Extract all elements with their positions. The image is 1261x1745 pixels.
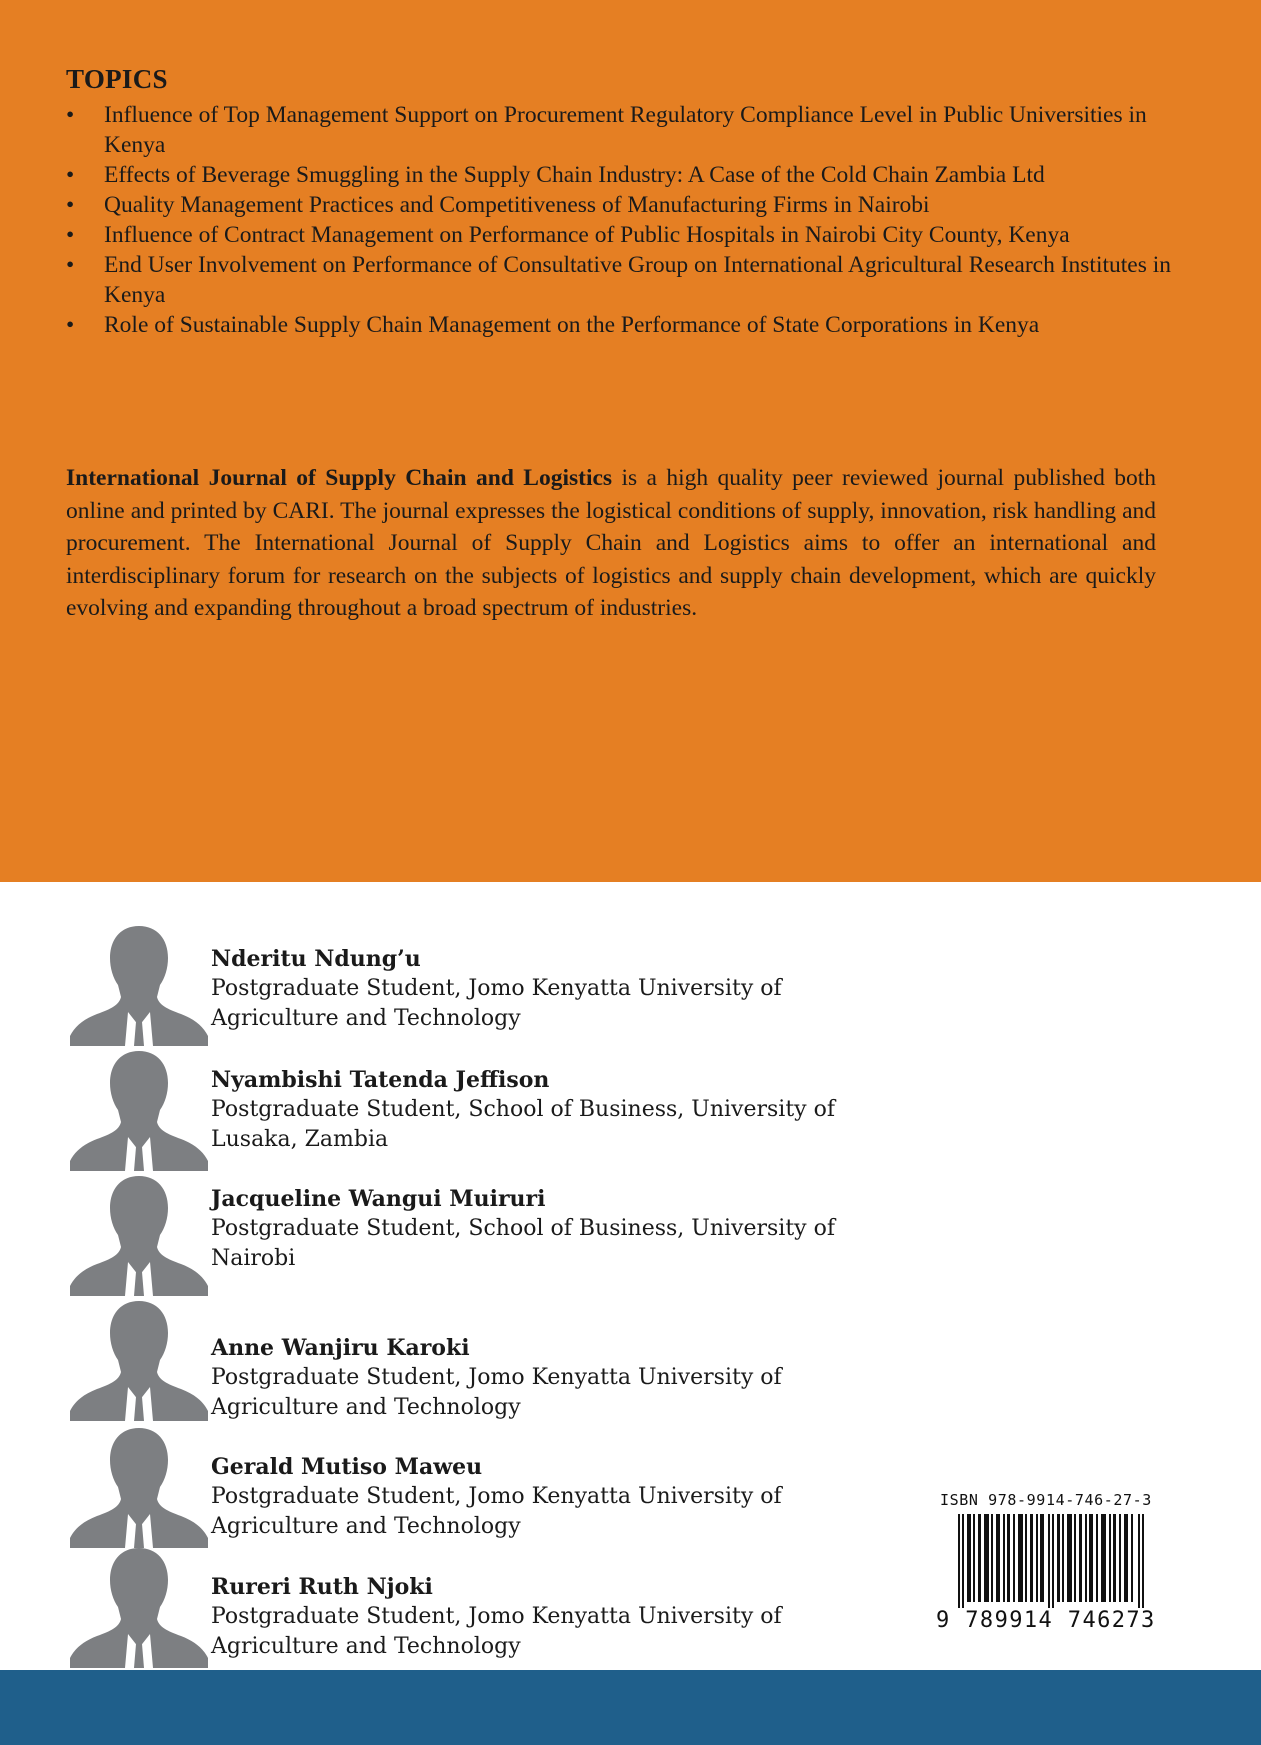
topic-text: Influence of Contract Management on Performance of Public Hospitals in Nairobi City County, Kenya (104, 222, 1070, 248)
bullet-icon: • (66, 222, 75, 248)
topic-item (66, 220, 1176, 250)
bullet-icon: • (66, 252, 75, 278)
topic-text: Effects of Beverage Smuggling in the Supply Chain Industry: A Case of the Cold Chain Zambia Ltd (104, 162, 1045, 188)
bullet-icon: • (66, 312, 75, 338)
topics-list (66, 100, 1176, 340)
topic-item (66, 310, 1176, 340)
barcode-icon (958, 1514, 1146, 1610)
topic-text: Influence of Top Management Support on Procurement Regulatory Compliance Level in Public Universities in Kenya (104, 102, 1147, 158)
bullet-icon: • (66, 102, 75, 128)
cover-bottom-band (0, 1670, 1261, 1745)
author-name: Nderitu Ndung’u (211, 946, 421, 972)
author-affiliation: Postgraduate Student, Jomo Kenyatta University of Agriculture and Technology (211, 1365, 782, 1420)
author-name: Rureri Ruth Njoki (211, 1574, 433, 1600)
journal-name: International Journal of Supply Chain and Logistics (66, 465, 613, 491)
author-name: Nyambishi Tatenda Jeffison (211, 1067, 550, 1093)
person-silhouette-icon (68, 1424, 210, 1548)
topic-item (66, 190, 1176, 220)
person-silhouette-icon (68, 1544, 210, 1668)
topic-item (66, 160, 1176, 190)
bullet-icon: • (66, 192, 75, 218)
author-name: Gerald Mutiso Maweu (211, 1454, 483, 1480)
topic-text: Role of Sustainable Supply Chain Management on the Performance of State Corporations in Kenya (104, 312, 1040, 338)
topic-item (66, 100, 1176, 160)
author-name: Jacqueline Wangui Muiruri (211, 1186, 546, 1212)
author-affiliation: Postgraduate Student, School of Business, University of Lusaka, Zambia (211, 1097, 835, 1152)
person-silhouette-icon (68, 1172, 210, 1296)
author-affiliation: Postgraduate Student, School of Business, University of Nairobi (211, 1216, 835, 1271)
topic-item (66, 250, 1176, 310)
author-name: Anne Wanjiru Karoki (211, 1335, 470, 1361)
isbn-label: ISBN 978-9914-746-27-3 (940, 1491, 1152, 1509)
person-silhouette-icon (68, 1297, 210, 1421)
topic-text: End User Involvement on Performance of Consultative Group on International Agricultural Research Institutes in Kenya (104, 252, 1172, 308)
topics-heading: TOPICS (66, 64, 168, 94)
author-affiliation: Postgraduate Student, Jomo Kenyatta University of Agriculture and Technology (211, 1604, 782, 1659)
barcode-digits: 9 789914 746273 (936, 1608, 1166, 1633)
journal-description-text: is a high quality peer reviewed journal published both online and printed by CARI. The journal expresses the logistical conditions of supply, innovation, risk handling and procurement. The International Journal of Supply Chain and Logistics aims to offer an international and interdisciplinary forum for research on the subjects of logistics and supply chain development, which are quickly evolving and expanding throughout a broad spectrum of industries. (66, 465, 1157, 622)
journal-description (66, 462, 1156, 625)
person-silhouette-icon (68, 922, 210, 1046)
person-silhouette-icon (68, 1047, 210, 1171)
author-affiliation: Postgraduate Student, Jomo Kenyatta University of Agriculture and Technology (211, 976, 782, 1031)
bullet-icon: • (66, 162, 75, 188)
author-affiliation: Postgraduate Student, Jomo Kenyatta University of Agriculture and Technology (211, 1484, 782, 1539)
topic-text: Quality Management Practices and Competitiveness of Manufacturing Firms in Nairobi (104, 192, 930, 218)
